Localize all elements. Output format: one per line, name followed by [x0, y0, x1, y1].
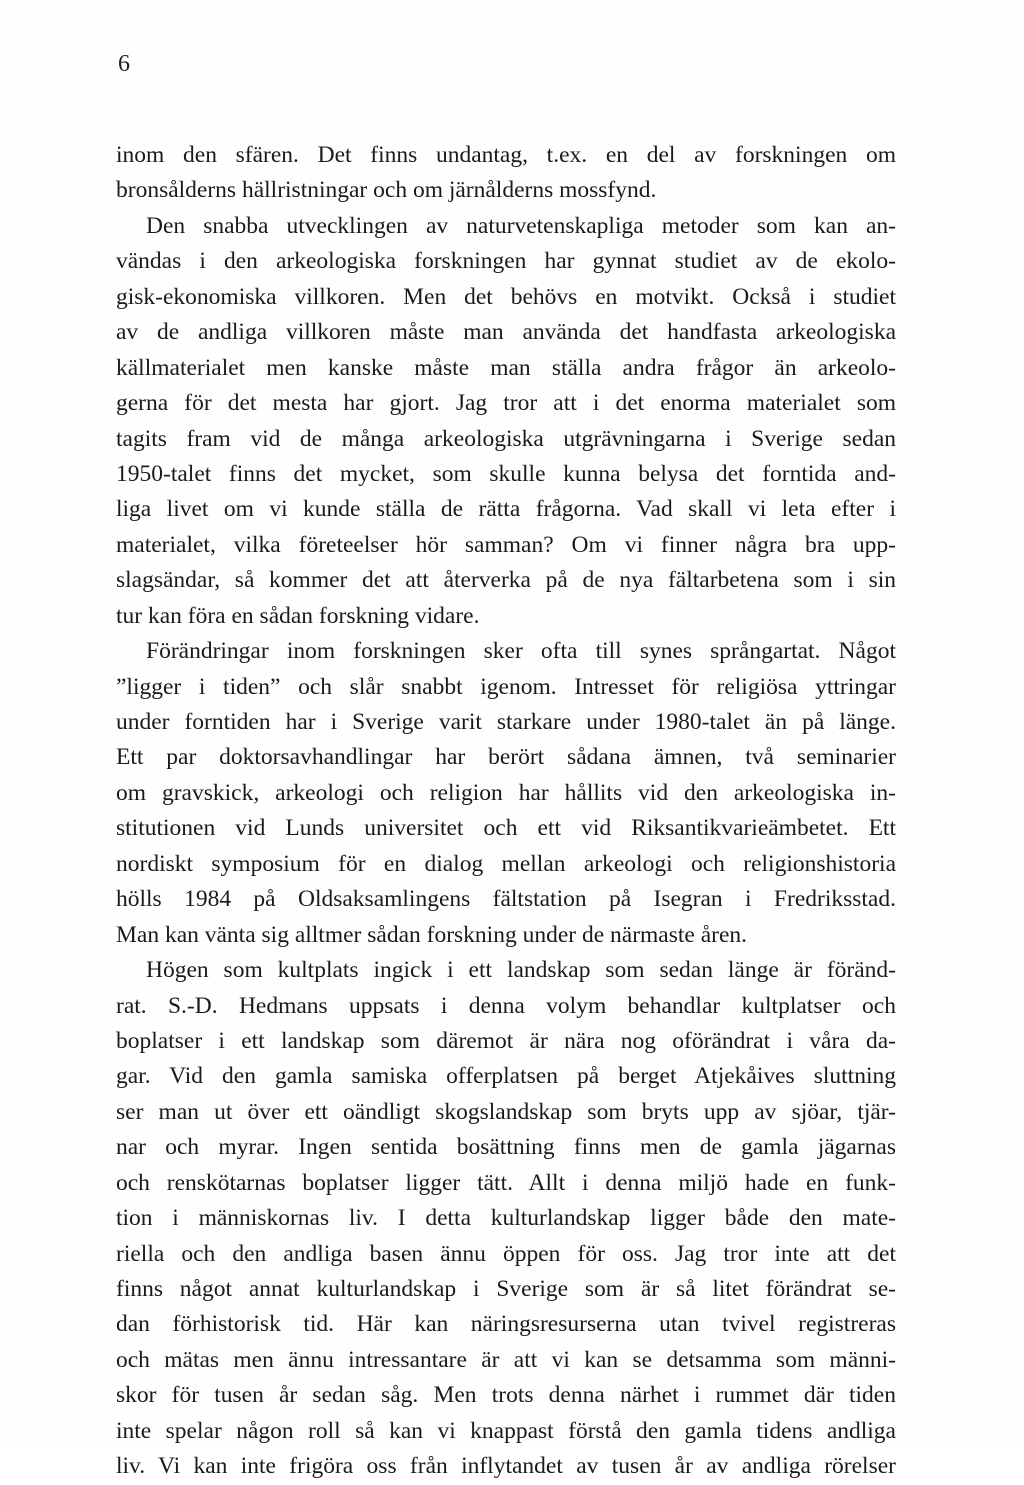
text-line: inte spelar någon roll så kan vi knappast förstå den gamla tidens andliga	[116, 1417, 896, 1444]
text-line: liv. Vi kan inte frigöra oss från inflytandet av tusen år av andliga rörelser	[116, 1453, 896, 1480]
text-line: inom den sfären. Det finns undantag, t.ex. en del av forskningen om	[116, 142, 896, 168]
text-line: dan förhistorisk tid. Här kan näringsresurserna utan tvivel registreras	[116, 1311, 896, 1338]
text-line: av de andliga villkoren måste man använda det handfasta arkeologiska	[116, 319, 896, 346]
text-line: gerna för det mesta har gjort. Jag tror att i det enorma materialet som	[116, 390, 896, 417]
text-line: Förändringar inom forskningen sker ofta till synes språngartat. Något	[146, 638, 896, 665]
text-line: om gravskick, arkeologi och religion har hållits vid den arkeologiska in-	[116, 779, 896, 806]
text-line: bronsålderns hällristningar och om järnålderns mossfynd.	[116, 177, 657, 204]
text-line: finns något annat kulturlandskap i Sverige som är så litet förändrat se-	[116, 1276, 896, 1302]
text-line: riella och den andliga basen ännu öppen för oss. Jag tror inte att det	[116, 1240, 896, 1267]
text-line: nar och myrar. Ingen sentida bosättning finns men de gamla jägarnas	[116, 1134, 896, 1161]
page-number: 6	[118, 51, 130, 77]
text-line: 1950-talet finns det mycket, som skulle kunna belysa det forntida and-	[116, 460, 896, 487]
text-line: och mätas men ännu intressantare är att vi kan se detsamma som männi-	[116, 1346, 896, 1373]
text-line: Högen som kultplats ingick i ett landskap som sedan länge är föränd-	[146, 957, 896, 984]
text-line: gisk-ekonomiska villkoren. Men det behövs en motvikt. Också i studiet	[116, 283, 896, 310]
text-line: rat. S.-D. Hedmans uppsats i denna volym behandlar kultplatser och	[116, 992, 896, 1019]
body-text	[116, 138, 896, 1485]
text-line: slagsändar, så kommer det att återverka på de nya fältarbetena som i sin	[116, 567, 896, 594]
text-line: vändas i den arkeologiska forskningen har gynnat studiet av de ekolo-	[116, 248, 896, 275]
text-line: hölls 1984 på Oldsaksamlingens fältstation på Isegran i Fredriksstad.	[116, 886, 896, 913]
text-line: källmaterialet men kanske måste man ställa andra frågor än arkeolo-	[116, 354, 896, 381]
text-line: gar. Vid den gamla samiska offerplatsen på berget Atjekåives sluttning	[116, 1063, 896, 1090]
text-line: stitutionen vid Lunds universitet och ett vid Riksantikvarieämbetet. Ett	[116, 815, 896, 842]
text-line: Man kan vänta sig alltmer sådan forskning under de närmaste åren.	[116, 921, 748, 948]
text-line: ser man ut över ett oändligt skogslandskap som bryts upp av sjöar, tjär-	[116, 1098, 896, 1125]
text-line: boplatser i ett landskap som däremot är nära nog oförändrat i våra da-	[116, 1027, 896, 1054]
text-line: tagits fram vid de många arkeologiska utgrävningarna i Sverige sedan	[116, 425, 896, 452]
text-line: under forntiden har i Sverige varit starkare under 1980-talet än på länge.	[116, 709, 896, 735]
text-line: Den snabba utvecklingen av naturvetenskapliga metoder som kan an-	[146, 212, 896, 239]
text-line: tur kan föra en sådan forskning vidare.	[116, 602, 480, 629]
text-line: materialet, vilka företeelser hör samman? Om vi finner några bra upp-	[116, 531, 896, 558]
text-line: och renskötarnas boplatser ligger tätt. Allt i denna miljö hade en funk-	[116, 1169, 896, 1196]
text-line: skor för tusen år sedan såg. Men trots denna närhet i rummet där tiden	[116, 1382, 896, 1409]
text-line: Ett par doktorsavhandlingar har berört sådana ämnen, två seminarier	[116, 744, 896, 771]
text-line: liga livet om vi kunde ställa de rätta frågorna. Vad skall vi leta efter i	[116, 496, 896, 523]
text-line: ”ligger i tiden” och slår snabbt igenom. Intresset för religiösa yttringar	[116, 673, 896, 700]
text-line: nordiskt symposium för en dialog mellan arkeologi och religionshistoria	[116, 850, 896, 877]
text-line: tion i människornas liv. I detta kulturlandskap ligger både den mate-	[116, 1205, 896, 1232]
